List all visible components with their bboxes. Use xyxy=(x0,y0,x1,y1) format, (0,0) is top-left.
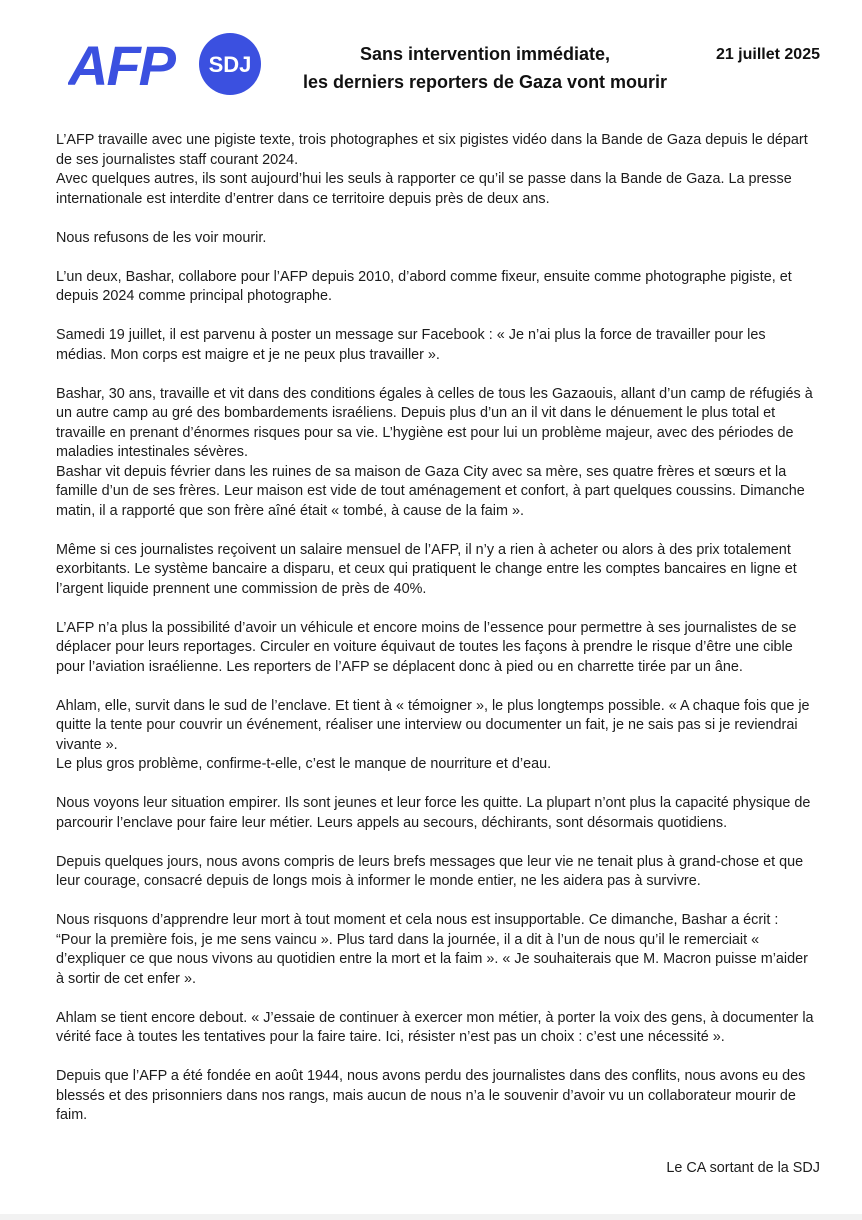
paragraph-line: Depuis quelques jours, nous avons compris de leurs brefs messages que leur vie ne tenait plus à grand-chose et que leur courage, consacré depuis de longs mois à informer le monde entier, ne les aidera pas à survivre. xyxy=(56,853,804,889)
document-header xyxy=(0,0,862,110)
paragraph xyxy=(56,911,816,989)
paragraph-line: Avec quelques autres, ils sont aujourd’hui les seuls à rapporter ce qu’il se passe dans la Bande de Gaza. La presse internationale est interdite d’entrer dans ce territoire depuis près de deux ans. xyxy=(56,171,792,207)
paragraph-line: Samedi 19 juillet, il est parvenu à poster un message sur Facebook : « Je n’ai plus la force de travailler pour les médias. Mon corps est maigre et je ne peux plus travailler ». xyxy=(56,327,766,363)
afp-sdj-logo xyxy=(68,30,268,100)
paragraph-line: Nous refusons de les voir mourir. xyxy=(56,229,267,246)
page-bottom-edge xyxy=(0,1214,862,1220)
paragraph xyxy=(56,541,816,600)
paragraph xyxy=(56,853,816,892)
paragraph-line: Même si ces journalistes reçoivent un salaire mensuel de l’AFP, il n’y a rien à acheter ou alors à des prix totalement exorbitants. Le système bancaire a disparu, et ceux qui pratiquent le change entre les comptes bancaires en ligne et l’argent liquide prennent une commission de près de 40%. xyxy=(56,541,797,597)
paragraph-line: L’AFP n’a plus la possibilité d’avoir un véhicule et encore moins de l’essence pour permettre à ses journalistes de se déplacer pour leurs reportages. Circuler en voiture équivaut de toutes les façons à prendre le risque d’être une cible pour l’aviation israélienne. Les reporters de l’AFP se déplacent donc à pied ou en charrette tirée par un âne. xyxy=(56,619,797,675)
paragraph xyxy=(56,1067,816,1126)
sdj-badge-text: SDJ xyxy=(208,52,252,77)
paragraph-line: Bashar vit depuis février dans les ruines de sa maison de Gaza City avec sa mère, ses quatre frères et sœurs et la famille d’un de ses frères. Leur maison est vide de tout aménagement et confort, à part quelques coussins. Dimanche matin, il a rapporté que son frère aîné était « tombé, à cause de la faim ». xyxy=(56,463,805,519)
paragraph-line: Bashar, 30 ans, travaille et vit dans des conditions égales à celles de tous les Gazaouis, allant d’un camp de réfugiés à un autre camp au gré des bombardements israéliens. Depuis plus d’un an il vit dans le dénuement le plus total et travaille en prenant d’énormes risques pour sa vie. L’hygiène est pour lui un problème majeur, avec des périodes de maladies intestinales sévères. xyxy=(56,385,813,460)
paragraph-line: L’un deux, Bashar, collabore pour l’AFP depuis 2010, d’abord comme fixeur, ensuite comme photographe pigiste, et depuis 2024 comme principal photographe. xyxy=(56,268,792,304)
paragraph xyxy=(56,619,816,678)
title-line-2: les derniers reporters de Gaza vont mourir xyxy=(302,72,668,92)
paragraph-line: Nous risquons d’apprendre leur mort à tout moment et cela nous est insupportable. Ce dimanche, Bashar a écrit : “Pour la première fois, je me sens vaincu ». Plus tard dans la journée, il a dit à l’un de nous qu’il le remerciait « d’expliquer ce que nous vivons au quotidien entre la mort et la faim ». « Je souhaiterais que M. Macron puisse m’aider à sortir de cet enfer ». xyxy=(56,912,808,987)
afp-logo-text: AFP xyxy=(68,34,174,97)
document-date: 21 juillet 2025 xyxy=(715,46,820,63)
paragraph xyxy=(56,794,816,833)
paragraph xyxy=(56,385,816,522)
paragraph xyxy=(56,697,816,775)
signature: Le CA sortant de la SDJ xyxy=(666,1160,820,1176)
paragraph xyxy=(56,229,816,249)
paragraph xyxy=(56,268,816,307)
paragraph xyxy=(56,131,816,209)
paragraph xyxy=(56,326,816,365)
paragraph-line: L’AFP travaille avec une pigiste texte, trois photographes et six pigistes vidéo dans la Bande de Gaza depuis le départ de ses journalistes staff courant 2024. xyxy=(56,132,808,168)
document-title xyxy=(270,40,700,96)
paragraph-line: Ahlam se tient encore debout. « J’essaie de continuer à exercer mon métier, à porter la voix des gens, à documenter la vérité face à toutes les tentatives pour la faire taire. Ici, résister n’est pas un choix : c’est une nécessité ». xyxy=(56,1009,814,1045)
paragraph-line: Ahlam, elle, survit dans le sud de l’enclave. Et tient à « témoigner », le plus longtemps possible. « A chaque fois que je quitte la tente pour couvrir un événement, réaliser une interview ou documenter un fait, je ne sais pas si je reviendrai vivante ». xyxy=(56,697,810,753)
paragraph-line: Nous voyons leur situation empirer. Ils sont jeunes et leur force les quitte. La plupart n’ont plus la capacité physique de parcourir l’enclave pour faire leur métier. Leurs appels au secours, déchirants, sont désormais quotidiens. xyxy=(56,795,811,831)
paragraph-line: Depuis que l’AFP a été fondée en août 1944, nous avons perdu des journalistes dans des conflits, nous avons eu des blessés et des prisonniers dans nos rangs, mais aucun de nous n’a le souvenir d’avoir vu un collaborateur mourir de faim. xyxy=(56,1068,806,1123)
document-body xyxy=(56,131,816,1145)
paragraph-line: Le plus gros problème, confirme-t-elle, c’est le manque de nourriture et d’eau. xyxy=(56,756,552,772)
title-line-1: Sans intervention immédiate, xyxy=(359,44,611,64)
paragraph xyxy=(56,1009,816,1048)
